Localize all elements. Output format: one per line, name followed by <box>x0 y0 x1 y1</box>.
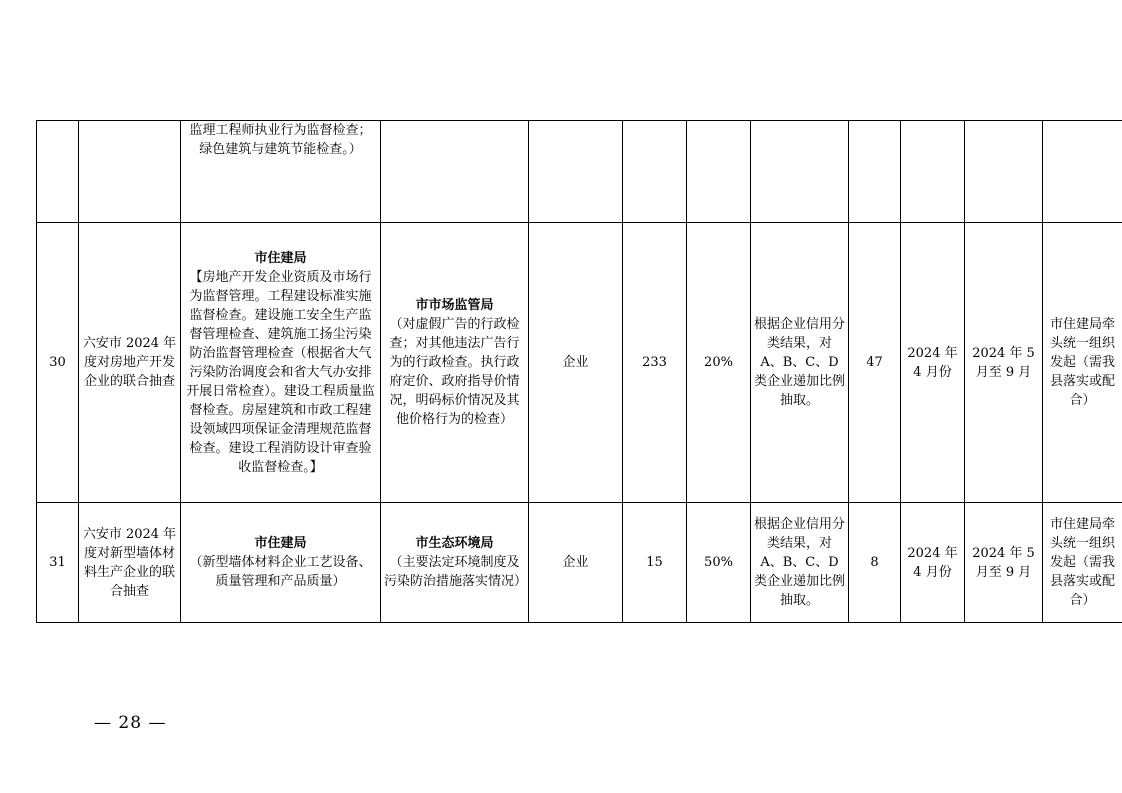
cell-assist-department <box>381 121 529 223</box>
cell-ratio: 50% <box>687 503 751 623</box>
cell-method: 根据企业信用分类结果，对 A、B、C、D 类企业递加比例抽取。 <box>751 223 849 503</box>
assist-department-name: 市市场监管局 <box>415 298 494 313</box>
assist-content: （主要法定环境制度及污染防治措施落实情况） <box>384 555 528 589</box>
cell-lead-department <box>181 121 381 223</box>
cell-start <box>901 121 965 223</box>
cell-object: 企业 <box>529 503 623 623</box>
cell-count: 233 <box>623 223 687 503</box>
table-row <box>37 503 1122 623</box>
lead-department-name: 市住建局 <box>254 536 307 551</box>
lead-content: （新型墙体材料企业工艺设备、质量管理和产品质量） <box>189 555 372 589</box>
inspection-table <box>36 120 1122 623</box>
cell-object <box>529 121 623 223</box>
cell-method <box>751 121 849 223</box>
cell-assist-department <box>381 503 529 623</box>
cell-no: 31 <box>37 503 79 623</box>
lead-content: 【房地产开发企业资质及市场行为监督管理。工程建设标准实施监督检查。建设施工安全生产监督管理检查、建筑施工扬尘污染防治监督管理检查（根据省大气污染防治调度会和省大气办安排开展日常检查）。建设工程质量监督检查。房屋建筑和市政工程建设领域四项保证金清理规范监督检查。建设工程消防设计审查验收监督检查。】 <box>186 269 375 475</box>
cell-object: 企业 <box>529 223 623 503</box>
cell-lead-department <box>181 503 381 623</box>
cell-task-name <box>79 121 181 223</box>
cell-task-name: 六安市 2024 年度对新型墙体材料生产企业的联合抽查 <box>79 503 181 623</box>
cell-period: 2024 年 5 月至 9 月 <box>965 503 1043 623</box>
cell-remark: 市住建局牵头统一组织发起（需我县落实或配合） <box>1043 503 1122 623</box>
cell-lead-department <box>181 223 381 503</box>
table-row <box>37 223 1122 503</box>
cell-sample <box>849 121 901 223</box>
cell-method: 根据企业信用分类结果，对 A、B、C、D 类企业递加比例抽取。 <box>751 503 849 623</box>
cell-ratio <box>687 121 751 223</box>
cell-ratio: 20% <box>687 223 751 503</box>
assist-department-name: 市生态环境局 <box>415 536 494 551</box>
cell-count: 15 <box>623 503 687 623</box>
cell-period <box>965 121 1043 223</box>
lead-department-name: 市住建局 <box>254 250 307 266</box>
cell-remark: 市住建局牵头统一组织发起（需我县落实或配合） <box>1043 223 1122 503</box>
cell-no <box>37 121 79 223</box>
cell-start: 2024 年 4 月份 <box>901 223 965 503</box>
table-row <box>37 121 1122 223</box>
cell-no: 30 <box>37 223 79 503</box>
cell-period: 2024 年 5 月至 9 月 <box>965 223 1043 503</box>
cell-remark <box>1043 121 1122 223</box>
assist-content: （对虚假广告的行政检查；对其他违法广告行为的行政检查。执行政府定价、政府指导价情况，明码标价情况及其他价格行为的检查） <box>389 317 520 427</box>
cell-start: 2024 年 4 月份 <box>901 503 965 623</box>
cell-count <box>623 121 687 223</box>
cell-assist-department <box>381 223 529 503</box>
page-number: — 28 — <box>94 713 167 733</box>
cell-sample: 47 <box>849 223 901 503</box>
cell-sample: 8 <box>849 503 901 623</box>
cell-task-name: 六安市 2024 年度对房地产开发企业的联合抽查 <box>79 223 181 503</box>
lead-content: 监理工程师执业行为监督检查；绿色建筑与建筑节能检查。） <box>189 123 372 157</box>
